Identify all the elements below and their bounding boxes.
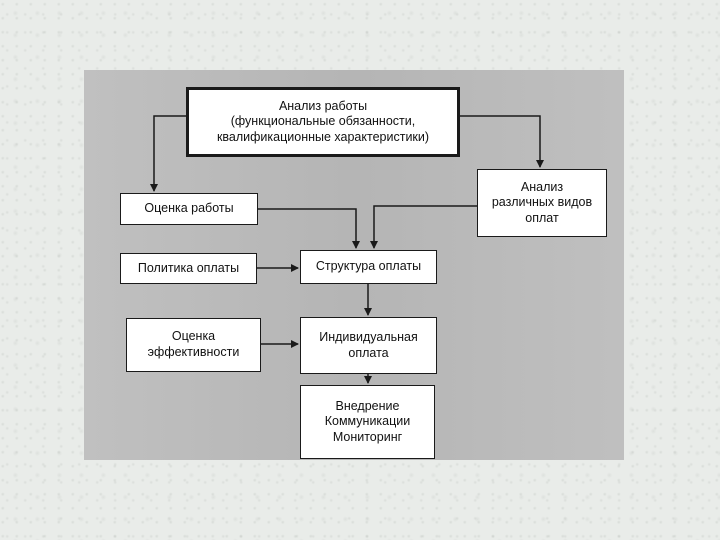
node-implementation: Внедрение Коммуникации Мониторинг [300, 385, 435, 459]
node-pay-types-analysis: Анализ различных видов оплат [477, 169, 607, 237]
node-pay-structure: Структура оплаты [300, 250, 437, 284]
node-efficiency-evaluation: Оценка эффективности [126, 318, 261, 372]
edge-job-evaluation-to-pay-structure [258, 209, 356, 248]
edge-pay-types-analysis-to-pay-structure [374, 206, 477, 248]
node-individual-pay: Индивидуальная оплата [300, 317, 437, 374]
edge-job-analysis-to-job-evaluation [154, 116, 186, 191]
node-job-evaluation: Оценка работы [120, 193, 258, 225]
node-job-analysis: Анализ работы (функциональные обязанности, квалификационные характеристики) [186, 87, 460, 157]
scanned-figure [84, 70, 624, 460]
node-pay-policy: Политика оплаты [120, 253, 257, 284]
edge-job-analysis-to-pay-types-analysis [460, 116, 540, 167]
